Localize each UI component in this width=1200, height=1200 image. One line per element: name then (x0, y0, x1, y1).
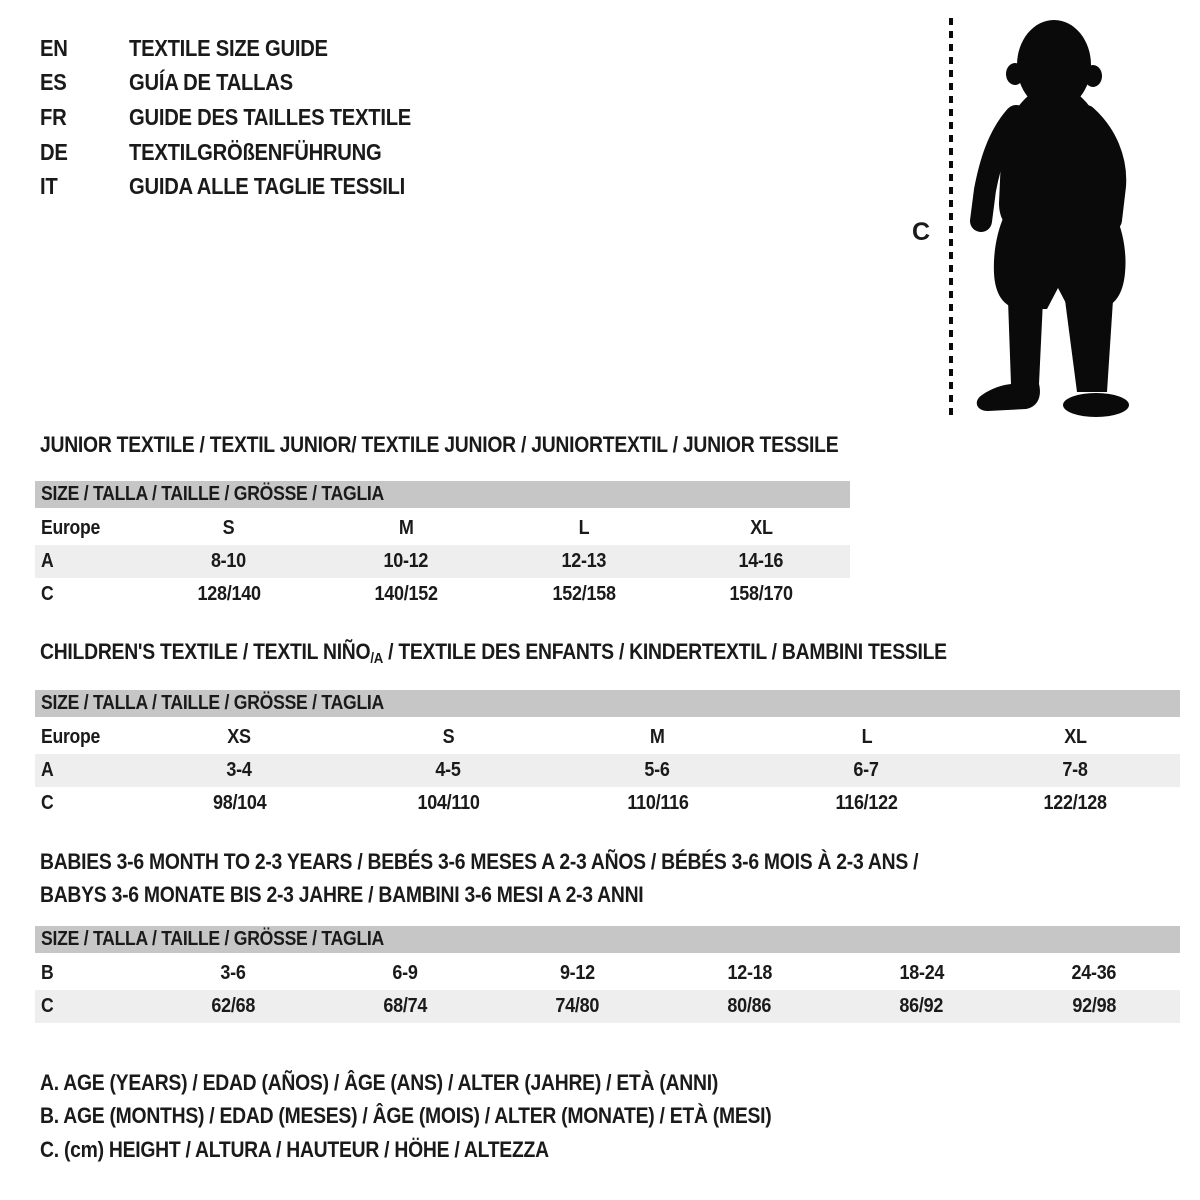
size-cell (135, 759, 344, 782)
row-label (35, 995, 147, 1018)
size-table-row (35, 512, 850, 545)
size-cell (135, 726, 344, 749)
size-cell-text: 18-24 (899, 962, 945, 984)
children-size-table (35, 690, 1180, 820)
legend-line (40, 1066, 871, 1100)
language-code-text: ES (40, 69, 67, 96)
size-cell (147, 995, 319, 1018)
language-code-text: IT (40, 173, 58, 200)
size-cell-text: 92/98 (1072, 995, 1116, 1017)
junior-section-title (40, 433, 947, 457)
size-cell (491, 995, 663, 1018)
size-cell (318, 517, 496, 540)
size-cell (495, 583, 673, 606)
size-cell-text: 24-36 (1071, 962, 1117, 984)
row-label (35, 726, 135, 749)
size-cell (762, 792, 971, 815)
row-label-text: C (41, 583, 54, 605)
size-cell (673, 583, 851, 606)
size-cell (836, 995, 1008, 1018)
language-row (40, 31, 450, 66)
size-table-header-bar (35, 926, 1180, 953)
junior-size-table (35, 481, 850, 611)
children-title-suffix: / TEXTILE DES ENFANTS / KINDERTEXTIL / BAMBINI TESSILE (382, 639, 947, 664)
size-cell-text: 6-7 (853, 759, 880, 781)
language-row (40, 135, 450, 170)
size-table-header-text: SIZE / TALLA / TAILLE / GRÖSSE / TAGLIA (41, 483, 385, 505)
size-cell-text: 6-9 (392, 962, 418, 984)
language-row (40, 169, 450, 204)
size-cell (318, 550, 496, 573)
size-cell-text: L (861, 726, 872, 748)
row-label-text: C (41, 995, 54, 1017)
size-cell (495, 550, 673, 573)
size-cell-text: 122/128 (1043, 792, 1108, 814)
row-label-text: B (41, 962, 54, 984)
language-title: GUIDA ALLE TAGLIE TESSILI (129, 173, 406, 200)
row-label-text: Europe (41, 517, 101, 539)
babies-section-title (40, 845, 1038, 911)
size-cell-text: 98/104 (212, 792, 267, 814)
size-table-row (35, 721, 1180, 754)
size-table-row (35, 545, 850, 578)
children-title-prefix: CHILDREN'S TEXTILE / TEXTIL NIÑO (40, 639, 371, 664)
size-cell (147, 962, 319, 985)
children-title-subscript: /A (370, 650, 383, 667)
size-cell (319, 962, 491, 985)
size-cell-text: 86/92 (899, 995, 944, 1017)
size-cell (344, 726, 553, 749)
row-label-text: A (41, 759, 54, 781)
size-cell-text: 14-16 (738, 550, 784, 572)
size-cell-text: 158/170 (729, 583, 793, 605)
size-cell (344, 792, 553, 815)
size-cell-text: 104/110 (417, 792, 480, 814)
size-cell-text: 12-13 (561, 550, 607, 572)
size-cell (1008, 962, 1180, 985)
size-table-header-text: SIZE / TALLA / TAILLE / GRÖSSE / TAGLIA (41, 692, 385, 714)
size-cell-text: XS (227, 726, 252, 748)
size-cell-text: 3-4 (226, 759, 253, 781)
size-cell-text: 110/116 (626, 792, 689, 814)
size-cell (319, 995, 491, 1018)
size-cell (971, 792, 1180, 815)
size-cell-text: XL (1064, 726, 1087, 748)
legend-line-a: A. AGE (YEARS) / EDAD (AÑOS) / ÂGE (ANS) / ALTER (JAHRE) / ETÀ (ANNI) (40, 1069, 719, 1095)
size-cell (762, 759, 971, 782)
size-cell-text: L (578, 517, 590, 539)
language-code-text: FR (40, 103, 67, 130)
size-cell-text: 5-6 (644, 759, 671, 781)
size-cell (553, 792, 762, 815)
language-title: TEXTILGRÖßENFÜHRUNG (129, 138, 382, 165)
size-table-row (35, 990, 1180, 1023)
size-cell (491, 962, 663, 985)
language-title: TEXTILE SIZE GUIDE (129, 34, 328, 61)
size-cell-text: 152/158 (552, 583, 616, 605)
size-cell (664, 995, 836, 1018)
row-label-text: C (41, 792, 54, 814)
row-label (35, 583, 140, 606)
size-cell-text: 140/152 (374, 583, 438, 605)
size-cell (495, 517, 673, 540)
babies-size-table (35, 926, 1180, 1023)
size-cell-text: 116/122 (835, 792, 898, 814)
size-cell (140, 583, 318, 606)
size-cell-text: S (442, 726, 455, 748)
junior-section-title-text: JUNIOR TEXTILE / TEXTIL JUNIOR/ TEXTILE JUNIOR / JUNIORTEXTIL / JUNIOR TESSILE (40, 432, 839, 457)
size-cell (553, 726, 762, 749)
legend-line (40, 1100, 871, 1134)
measurement-legend (40, 1066, 871, 1167)
language-title: GUIDE DES TAILLES TEXTILE (129, 103, 412, 130)
size-cell-text: 12-18 (727, 962, 772, 984)
babies-title-line2-row (40, 878, 1038, 911)
size-table-header-bar (35, 481, 850, 508)
row-label (35, 792, 135, 815)
legend-line (40, 1133, 871, 1167)
row-label (35, 759, 135, 782)
language-code (40, 104, 129, 131)
size-cell-text: 62/68 (211, 995, 255, 1017)
row-label-text: A (41, 550, 54, 572)
language-code-text: EN (40, 34, 68, 61)
size-cell-text: 8-10 (211, 550, 247, 572)
size-cell (971, 759, 1180, 782)
language-code (40, 69, 129, 96)
size-cell-text: 9-12 (559, 962, 595, 984)
size-cell (318, 583, 496, 606)
row-label (35, 962, 147, 985)
size-cell (140, 517, 318, 540)
size-cell (1008, 995, 1180, 1018)
size-cell-text: 128/140 (197, 583, 261, 605)
legend-line-b: B. AGE (MONTHS) / EDAD (MESES) / ÂGE (MOIS) / ALTER (MONATE) / ETÀ (MESI) (40, 1103, 772, 1129)
legend-line-c: C. (cm) HEIGHT / ALTURA / HAUTEUR / HÖHE / ALTEZZA (40, 1136, 549, 1162)
size-cell-text: S (222, 517, 235, 539)
size-cell (836, 962, 1008, 985)
height-figure-graphic (900, 12, 1150, 426)
size-table-header-text: SIZE / TALLA / TAILLE / GRÖSSE / TAGLIA (41, 928, 385, 950)
size-cell-text: 4-5 (435, 759, 462, 781)
size-cell-text: 68/74 (383, 995, 428, 1017)
size-cell-text: XL (750, 517, 773, 539)
size-cell-text: 74/80 (555, 995, 600, 1017)
row-label-text: Europe (41, 726, 101, 748)
language-title-list (40, 31, 450, 204)
size-cell (673, 517, 851, 540)
babies-title-line2: BABYS 3-6 MONATE BIS 2-3 JAHRE / BAMBINI 3-6 MESI A 2-3 ANNI (40, 881, 644, 907)
size-table-row (35, 787, 1180, 820)
size-cell-text: 7-8 (1062, 759, 1089, 781)
size-table-row (35, 578, 850, 611)
language-code (40, 35, 129, 62)
language-code-text: DE (40, 138, 68, 165)
size-cell (673, 550, 851, 573)
size-table-row (35, 754, 1180, 787)
size-cell-text: 10-12 (383, 550, 429, 572)
size-cell (762, 726, 971, 749)
size-cell-text: M (650, 726, 665, 748)
size-table-header-bar (35, 690, 1180, 717)
size-cell (135, 792, 344, 815)
row-label (35, 517, 140, 540)
language-code (40, 173, 129, 200)
size-cell (140, 550, 318, 573)
children-section-title-text (40, 640, 947, 671)
language-code (40, 139, 129, 166)
height-measure-label: C (912, 218, 931, 246)
size-cell (971, 726, 1180, 749)
toddler-silhouette-icon (977, 20, 1129, 417)
row-label (35, 550, 140, 573)
height-figure (900, 12, 1150, 426)
language-row (40, 66, 450, 101)
babies-title-line1: BABIES 3-6 MONTH TO 2-3 YEARS / BEBÉS 3-6 MESES A 2-3 AÑOS / BÉBÉS 3-6 MOIS À 2-3 ANS / (40, 848, 919, 874)
size-cell-text: 3-6 (220, 962, 246, 984)
size-cell (553, 759, 762, 782)
size-table-row (35, 957, 1180, 990)
language-title: GUÍA DE TALLAS (129, 69, 293, 96)
children-section-title (40, 640, 1070, 671)
size-cell (664, 962, 836, 985)
babies-title-line1-row (40, 845, 1038, 878)
size-cell-text: M (398, 517, 414, 539)
size-cell-text: 80/86 (727, 995, 772, 1017)
size-cell (344, 759, 553, 782)
language-row (40, 100, 450, 135)
